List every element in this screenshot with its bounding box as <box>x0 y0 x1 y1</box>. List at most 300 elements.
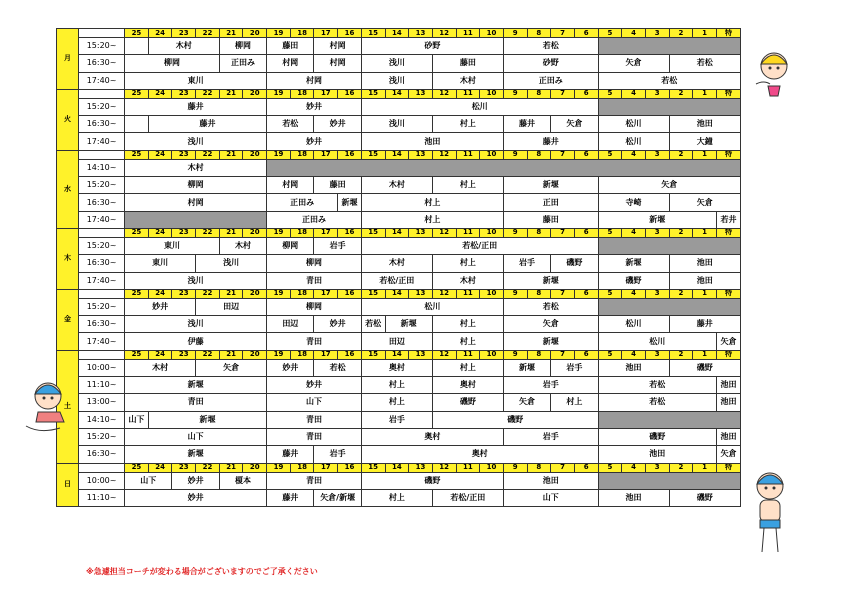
lane-header: 22 <box>196 463 220 472</box>
lane-header: 19 <box>267 228 291 237</box>
lane-header: 16 <box>338 150 362 159</box>
time-slot: 15:20~ <box>79 98 125 115</box>
coach-cell: 正田み <box>219 55 266 72</box>
schedule-row <box>57 472 741 489</box>
coach-cell: 矢倉 <box>716 446 740 463</box>
coach-cell: 新堰 <box>503 177 598 194</box>
lane-header: 5 <box>598 350 622 359</box>
lane-header: 15 <box>361 89 385 98</box>
lane-header: 15 <box>361 29 385 38</box>
lane-header: 2 <box>669 463 693 472</box>
lane-header: 15 <box>361 150 385 159</box>
schedule-row <box>57 116 741 133</box>
lane-header: 20 <box>243 150 267 159</box>
lane-header: 10 <box>480 150 504 159</box>
coach-cell: 柳岡 <box>267 237 314 254</box>
coach-cell: 矢倉/新堰 <box>314 489 361 506</box>
coach-cell: 妙井 <box>125 489 267 506</box>
lane-header: 特 <box>716 29 740 38</box>
schedule-row <box>57 446 741 463</box>
lane-header: 特 <box>716 89 740 98</box>
lane-header: 13 <box>409 350 433 359</box>
lane-header: 5 <box>598 150 622 159</box>
coach-cell: 砂野 <box>503 55 598 72</box>
lane-header: 16 <box>338 289 362 298</box>
lane-header: 7 <box>551 350 575 359</box>
lane-header: 18 <box>290 289 314 298</box>
lane-header: 6 <box>574 150 598 159</box>
coach-cell: 山下 <box>125 411 149 428</box>
coach-cell: 奥村 <box>361 428 503 445</box>
coach-cell: 若松 <box>598 72 740 89</box>
lane-header: 11 <box>456 463 480 472</box>
lane-header: 25 <box>125 350 149 359</box>
closed-lane <box>598 411 740 428</box>
time-slot: 11:10~ <box>79 377 125 394</box>
coach-cell: 若松 <box>361 316 385 333</box>
coach-cell: 岩手 <box>503 428 598 445</box>
lane-header: 22 <box>196 350 220 359</box>
coach-cell: 柳岡 <box>267 255 362 272</box>
lane-header: 24 <box>148 29 172 38</box>
header-blank <box>79 463 125 472</box>
lane-header: 18 <box>290 89 314 98</box>
coach-cell: 柳岡 <box>219 38 266 55</box>
coach-cell: 池田 <box>669 255 740 272</box>
lane-header: 9 <box>503 89 527 98</box>
lane-header: 20 <box>243 463 267 472</box>
lane-header: 12 <box>432 150 456 159</box>
lane-header: 6 <box>574 350 598 359</box>
lane-header: 14 <box>385 350 409 359</box>
coach-cell: 村岡 <box>267 55 314 72</box>
coach-cell: 浅川 <box>125 316 267 333</box>
lane-header: 18 <box>290 463 314 472</box>
lane-header: 17 <box>314 350 338 359</box>
coach-cell: 藤井 <box>503 116 550 133</box>
lane-header: 15 <box>361 289 385 298</box>
schedule-row <box>57 394 741 411</box>
coach-cell: 木村 <box>148 38 219 55</box>
lane-header: 17 <box>314 289 338 298</box>
schedule-row <box>57 333 741 350</box>
closed-lane <box>598 98 740 115</box>
coach-cell: 木村 <box>432 272 503 289</box>
lane-header: 1 <box>693 150 717 159</box>
lane-header: 16 <box>338 29 362 38</box>
coach-cell: 浅川 <box>125 272 267 289</box>
coach-cell: 村岡 <box>125 194 267 211</box>
coach-cell: 正田み <box>267 211 362 228</box>
schedule-row <box>57 211 741 228</box>
coach-cell: 東川 <box>125 72 267 89</box>
lane-header: 19 <box>267 150 291 159</box>
lane-header: 17 <box>314 29 338 38</box>
lane-header: 14 <box>385 89 409 98</box>
lane-header: 5 <box>598 228 622 237</box>
lane-header: 3 <box>645 228 669 237</box>
coach-cell: 妙井 <box>125 298 196 315</box>
coach-cell: 池田 <box>669 272 740 289</box>
schedule-row <box>57 177 741 194</box>
lane-header: 7 <box>551 29 575 38</box>
lane-header: 18 <box>290 150 314 159</box>
lane-header: 3 <box>645 350 669 359</box>
lane-header: 16 <box>338 350 362 359</box>
lane-header: 2 <box>669 29 693 38</box>
coach-cell: 青田 <box>267 411 362 428</box>
coach-cell <box>125 38 149 55</box>
coach-cell: 妙井 <box>172 472 219 489</box>
lane-header: 21 <box>219 89 243 98</box>
lane-header: 21 <box>219 289 243 298</box>
schedule-row <box>57 411 741 428</box>
lane-header: 2 <box>669 228 693 237</box>
schedule-row <box>57 359 741 376</box>
coach-cell: 新堰 <box>125 377 267 394</box>
coach-cell: 村上 <box>361 489 432 506</box>
schedule-row <box>57 428 741 445</box>
lane-header: 21 <box>219 463 243 472</box>
coach-cell: 村上 <box>361 194 503 211</box>
lane-header: 特 <box>716 228 740 237</box>
coach-cell: 東川 <box>125 237 220 254</box>
lane-header: 9 <box>503 228 527 237</box>
notice-text: ※急遽担当コーチが変わる場合がございますのでご了承ください <box>86 567 318 576</box>
lane-header: 2 <box>669 289 693 298</box>
lane-header: 13 <box>409 29 433 38</box>
schedule-row <box>57 194 741 211</box>
coach-cell: 村岡 <box>267 177 314 194</box>
coach-cell: 若松/正田 <box>361 272 432 289</box>
coach-cell: 若松 <box>669 55 740 72</box>
lane-header: 14 <box>385 29 409 38</box>
time-slot: 15:20~ <box>79 38 125 55</box>
coach-cell: 磯野 <box>432 394 503 411</box>
coach-cell: 岩手 <box>551 359 598 376</box>
coach-cell: 正田み <box>503 72 598 89</box>
coach-cell: 若松 <box>598 394 716 411</box>
coach-cell: 藤井 <box>503 133 598 150</box>
header-blank <box>79 289 125 298</box>
coach-cell: 村上 <box>432 177 503 194</box>
time-slot: 17:40~ <box>79 333 125 350</box>
coach-cell: 田辺 <box>267 316 314 333</box>
lane-header: 18 <box>290 350 314 359</box>
lane-header: 11 <box>456 289 480 298</box>
coach-cell: 柳岡 <box>125 55 220 72</box>
lane-header: 22 <box>196 89 220 98</box>
lane-header: 15 <box>361 463 385 472</box>
lane-header: 10 <box>480 350 504 359</box>
coach-cell: 村上 <box>432 116 503 133</box>
lane-header: 15 <box>361 350 385 359</box>
lane-header: 24 <box>148 150 172 159</box>
coach-cell: 奥村 <box>432 377 503 394</box>
lane-header: 3 <box>645 89 669 98</box>
coach-cell: 磯野 <box>598 272 669 289</box>
lane-header: 20 <box>243 289 267 298</box>
lane-header: 7 <box>551 463 575 472</box>
lane-header: 23 <box>172 29 196 38</box>
lane-header: 23 <box>172 228 196 237</box>
lane-header: 12 <box>432 289 456 298</box>
lane-header: 10 <box>480 289 504 298</box>
day-label: 月 <box>57 29 79 90</box>
coach-cell: 浅川 <box>361 72 432 89</box>
lane-header: 特 <box>716 350 740 359</box>
lane-header: 11 <box>456 350 480 359</box>
lane-header: 7 <box>551 150 575 159</box>
lane-header: 1 <box>693 350 717 359</box>
schedule-row <box>57 377 741 394</box>
lane-header: 16 <box>338 228 362 237</box>
coach-cell: 東川 <box>125 255 196 272</box>
lane-header: 23 <box>172 89 196 98</box>
coach-cell: 池田 <box>361 133 503 150</box>
coach-cell: 木村 <box>432 72 503 89</box>
coach-cell: 村上 <box>361 377 432 394</box>
swimmer-kid-icon <box>20 376 80 440</box>
lane-header: 13 <box>409 228 433 237</box>
day-label: 日 <box>57 463 79 507</box>
lane-header: 25 <box>125 89 149 98</box>
coach-cell: 岩手 <box>503 377 598 394</box>
coach-cell: 藤井 <box>267 446 314 463</box>
coach-cell: 木村 <box>125 359 196 376</box>
schedule-row <box>57 316 741 333</box>
coach-cell: 松川 <box>361 98 598 115</box>
closed-lane <box>267 159 741 176</box>
schedule-row <box>57 72 741 89</box>
lane-header: 2 <box>669 350 693 359</box>
coach-cell: 松川 <box>598 133 669 150</box>
time-slot: 17:40~ <box>79 133 125 150</box>
coach-cell: 矢倉 <box>716 333 740 350</box>
lane-header: 20 <box>243 228 267 237</box>
lane-header: 12 <box>432 89 456 98</box>
coach-cell: 松川 <box>598 116 669 133</box>
coach-cell: 正田 <box>503 194 598 211</box>
lane-header: 19 <box>267 350 291 359</box>
header-blank <box>79 150 125 159</box>
lane-header: 17 <box>314 463 338 472</box>
coach-cell: 松川 <box>361 298 503 315</box>
coach-cell: 柳岡 <box>125 177 267 194</box>
lane-header: 24 <box>148 89 172 98</box>
time-slot: 15:20~ <box>79 237 125 254</box>
coach-cell: 池田 <box>598 359 669 376</box>
coach-cell: 新堰 <box>503 333 598 350</box>
coach-cell: 村上 <box>432 333 503 350</box>
closed-lane <box>598 38 740 55</box>
lane-header: 1 <box>693 228 717 237</box>
time-slot: 15:20~ <box>79 428 125 445</box>
time-slot: 15:20~ <box>79 298 125 315</box>
coach-cell: 矢倉 <box>598 177 740 194</box>
lane-header: 8 <box>527 150 551 159</box>
lane-header: 6 <box>574 463 598 472</box>
lane-header: 8 <box>527 228 551 237</box>
lane-header: 11 <box>456 89 480 98</box>
time-slot: 13:00~ <box>79 394 125 411</box>
lane-header: 6 <box>574 29 598 38</box>
coach-cell: 藤井 <box>125 98 267 115</box>
lane-header: 9 <box>503 289 527 298</box>
coach-cell: 村岡 <box>314 55 361 72</box>
lane-header: 14 <box>385 150 409 159</box>
lane-header: 20 <box>243 29 267 38</box>
lane-header: 21 <box>219 228 243 237</box>
coach-cell: 池田 <box>503 472 598 489</box>
lane-header: 20 <box>243 89 267 98</box>
header-blank <box>79 228 125 237</box>
time-slot: 17:40~ <box>79 211 125 228</box>
day-label: 金 <box>57 289 79 350</box>
schedule-row <box>57 38 741 55</box>
lane-header: 16 <box>338 463 362 472</box>
coach-cell: 青田 <box>125 394 267 411</box>
coach-cell: 山下 <box>125 472 172 489</box>
time-slot: 11:10~ <box>79 489 125 506</box>
coach-cell: 矢倉 <box>196 359 267 376</box>
lane-header: 18 <box>290 228 314 237</box>
lane-header: 14 <box>385 228 409 237</box>
coach-cell: 木村 <box>125 159 267 176</box>
lane-header: 8 <box>527 29 551 38</box>
coach-cell: 村岡 <box>267 72 362 89</box>
lane-header: 1 <box>693 89 717 98</box>
coach-cell: 岩手 <box>314 237 361 254</box>
lane-header: 13 <box>409 150 433 159</box>
lane-header: 14 <box>385 463 409 472</box>
lane-header: 4 <box>622 89 646 98</box>
time-slot: 10:00~ <box>79 472 125 489</box>
coach-cell: 若松 <box>503 38 598 55</box>
swimmer-kid-icon <box>748 44 800 102</box>
lane-header: 7 <box>551 228 575 237</box>
schedule-row <box>57 237 741 254</box>
lane-header: 4 <box>622 463 646 472</box>
lane-header: 13 <box>409 463 433 472</box>
coach-cell: 池田 <box>598 446 716 463</box>
lane-header: 21 <box>219 150 243 159</box>
coach-cell: 妙井 <box>267 98 362 115</box>
closed-lane <box>598 298 740 315</box>
coach-cell: 山下 <box>267 394 362 411</box>
coach-cell: 砂野 <box>361 38 503 55</box>
lane-header: 11 <box>456 29 480 38</box>
lane-header: 25 <box>125 228 149 237</box>
lane-header: 15 <box>361 228 385 237</box>
coach-cell: 村上 <box>551 394 598 411</box>
coach-cell: 青田 <box>267 333 362 350</box>
lane-header: 8 <box>527 89 551 98</box>
lane-header: 6 <box>574 228 598 237</box>
lane-header: 5 <box>598 89 622 98</box>
coach-cell: 池田 <box>716 377 740 394</box>
time-slot: 15:20~ <box>79 177 125 194</box>
lane-header: 24 <box>148 228 172 237</box>
lane-header: 13 <box>409 89 433 98</box>
day-label: 水 <box>57 150 79 228</box>
coach-cell: 田辺 <box>196 298 267 315</box>
lane-header: 1 <box>693 463 717 472</box>
schedule-table <box>56 28 741 507</box>
lane-header: 特 <box>716 289 740 298</box>
time-slot: 16:30~ <box>79 316 125 333</box>
lane-header: 23 <box>172 150 196 159</box>
coach-cell: 磯野 <box>432 411 598 428</box>
coach-cell: 村上 <box>361 394 432 411</box>
coach-cell: 藤田 <box>432 55 503 72</box>
coach-cell: 岩手 <box>503 255 550 272</box>
schedule-row <box>57 55 741 72</box>
lane-header: 3 <box>645 289 669 298</box>
coach-cell: 新堰 <box>385 316 432 333</box>
lane-header: 12 <box>432 228 456 237</box>
time-slot: 17:40~ <box>79 272 125 289</box>
coach-cell: 村上 <box>432 255 503 272</box>
lane-header: 17 <box>314 228 338 237</box>
coach-cell: 磯野 <box>669 359 740 376</box>
day-label: 土 <box>57 350 79 463</box>
closed-lane <box>125 211 267 228</box>
lane-header: 9 <box>503 463 527 472</box>
coach-cell: 新堰 <box>338 194 362 211</box>
time-slot: 14:10~ <box>79 159 125 176</box>
coach-cell: 浅川 <box>361 55 432 72</box>
coach-cell: 木村 <box>219 237 266 254</box>
lane-header: 10 <box>480 89 504 98</box>
lane-header: 25 <box>125 29 149 38</box>
coach-cell: 浅川 <box>125 133 267 150</box>
coach-cell: 青田 <box>267 272 362 289</box>
lane-header: 6 <box>574 289 598 298</box>
coach-cell <box>125 116 149 133</box>
lane-header: 8 <box>527 463 551 472</box>
lane-header: 3 <box>645 150 669 159</box>
lane-header: 2 <box>669 150 693 159</box>
time-slot: 14:10~ <box>79 411 125 428</box>
coach-cell: 正田み <box>267 194 338 211</box>
lane-header: 2 <box>669 89 693 98</box>
lane-header: 3 <box>645 463 669 472</box>
coach-cell: 藤井 <box>669 316 740 333</box>
header-blank <box>79 89 125 98</box>
lane-header: 8 <box>527 289 551 298</box>
lane-header: 21 <box>219 29 243 38</box>
lane-header: 12 <box>432 350 456 359</box>
coach-cell: 新堰 <box>503 272 598 289</box>
lane-header: 25 <box>125 150 149 159</box>
coach-cell: 若松/正田 <box>361 237 598 254</box>
coach-cell: 新堰 <box>503 359 550 376</box>
coach-cell: 新堰 <box>598 211 716 228</box>
coach-cell: 池田 <box>669 116 740 133</box>
closed-lane <box>598 472 740 489</box>
coach-cell: 藤井 <box>267 489 314 506</box>
coach-cell: 木村 <box>361 255 432 272</box>
coach-cell: 池田 <box>716 394 740 411</box>
coach-cell: 矢倉 <box>551 116 598 133</box>
coach-cell: 新堰 <box>148 411 266 428</box>
coach-cell: 山下 <box>125 428 267 445</box>
coach-cell: 磯野 <box>669 489 740 506</box>
schedule-row <box>57 255 741 272</box>
coach-cell: 矢倉 <box>503 316 598 333</box>
lane-header: 1 <box>693 29 717 38</box>
